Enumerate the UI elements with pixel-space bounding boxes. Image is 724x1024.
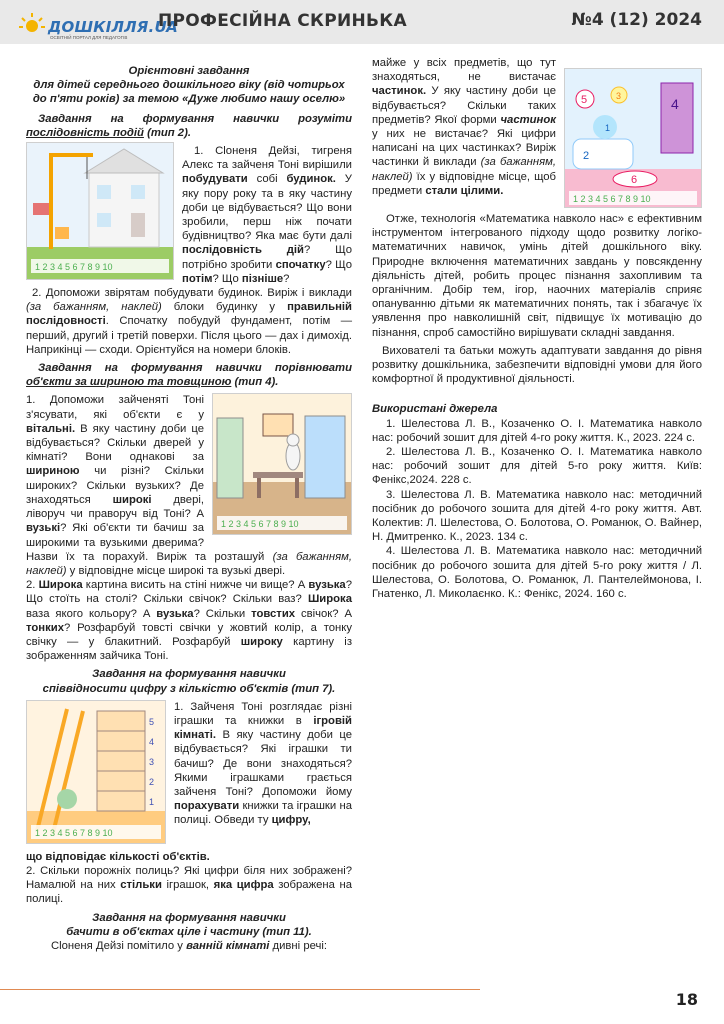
logo-text: ДОШКІЛЛЯ.UA [48, 18, 178, 36]
conclusion-paragraph2: Вихователі та батьки можуть адаптувати завдання до рівня розвитку дошкільника, забезпечити відповідні умови для його комфортної й продуктивної діяльності. [372, 344, 702, 386]
part-digit: 1 [605, 123, 611, 133]
right-column [372, 57, 702, 601]
living-room-image [213, 394, 351, 534]
task2-paragraph1: 1. Допоможи зайченяті Тоні з'ясувати, які об'єкти є у вітальні. В яку частину доби це відбувається? Скільки дверей у кімнаті? Вони однакові за шириною чи різні? Скільки широких? Скільки вузьких? Де знаходяться широкі двері, ліворуч чи праворуч від Тоні? А вузькі? Які об'єкти ти бачиш за широкими та вузькими дверима? Назви їх та порахуй. Виріж та розташуй (за бажанням, наклей) у відповідне місце широкі та вузькі двері. [26, 394, 352, 577]
part-digit: 5 [581, 94, 588, 106]
task3-paragraph2: 2. Скільки порожніх полиць? Які цифри біля них зображені? Намалюй на них стільки іграшок, яка цифра зображена на полиці. [26, 864, 352, 906]
shelf-digit: 5 [149, 716, 155, 727]
number-strip: 1 2 3 4 5 6 7 8 9 10 [35, 262, 113, 273]
bathroom-illustration [564, 68, 702, 208]
number-strip: 1 2 3 4 5 6 7 8 9 10 [221, 519, 299, 530]
site-logo[interactable] [14, 4, 178, 40]
house-construction-illustration [26, 142, 174, 280]
task3-paragraph1: 1. Зайченя Тоні розглядає різні іграшки та книжки в ігровій кімнаті. В яку частину доби це відбувається? Які іграшки ти бачиш? Де вони знаходяться? Якими іграшками грається зайченя Тоні? Допоможи йому порахувати книжки та іграшки на полиці. Обведи ту цифру, [174, 700, 352, 827]
task2-paragraph2: 2. Широка картина висить на стіні нижче чи вище? А вузька? Що стоїть на столі? Скільки свічок? Скільки ваз? Широка ваза якого кольору? А вузька? Скільки товстих свічок? А тонких? Розфарбуй товсті свічки у жовтий колір, а тонку свічку — у блакитний. Розфарбуй широку картину із зображенням зайчика Тоні. [26, 579, 352, 663]
task-heading-sequence: Завдання на формування навички розуміти послідовність подій (тип 2). [26, 112, 352, 139]
number-strip: 1 2 3 4 5 6 7 8 9 10 [35, 827, 113, 838]
source-item: 2. Шелестова Л. В., Козаченко О. І. Математика навколо нас: робочий зошит для дітей 5-го року життя. Київ: Фенікс,2024. 228 с. [372, 446, 702, 487]
sources-heading: Використані джерела [372, 403, 498, 416]
bathroom-image [565, 69, 701, 207]
source-item: 3. Шелестова Л. В. Математика навколо нас: методичний посібник до робочого зошита для дітей 4-го року життя. Авт. Колектив: Л. Шелестова, О. Болотова, О. Романюк, О. Вайнер, Н. Дмитренко. К., 2023. 134 с. [372, 488, 702, 544]
shelf-digit: 2 [149, 776, 155, 787]
intro-heading: Орієнтовні завдання для дітей середнього дошкільного віку (від чотирьох до п'яти років) за темою «Дуже любимо нашу оселю» [32, 65, 346, 106]
source-item: 1. Шелестова Л. В., Козаченко О. І. Математика навколо нас: робочий зошит для дітей 4-го року життя. К., 2023. 224 с. [372, 417, 702, 444]
task3-paragraph1-end: що відповідає кількості об'єктів. [26, 850, 210, 863]
part-digit: 2 [583, 150, 590, 162]
playroom-illustration [26, 700, 166, 844]
part-digit: 3 [616, 91, 622, 101]
task-heading-numbers: Завдання на формування навички співвідносити цифру з кількістю об'єктів (тип 7). [42, 668, 336, 695]
task4-paragraph1: Сloнeня Дейзі помітило у ванній кімнаті дивні речі: [50, 939, 328, 952]
part-digit: 6 [631, 174, 638, 186]
playroom-image [27, 701, 165, 843]
part-digit: 4 [671, 96, 679, 112]
section-title: ПРОФЕСІЙНА СКРИНЬКА [158, 11, 407, 31]
task4-paragraph1-cont: майже у всіх предметів, що тут знаходяться, не вистачає частинок. У яку частину доби це відбувається? Скільки таких предметів? Якої форми частинок у них не вистачає? Які цифри написані на цих частинках? Виріж частинки й виклади (за бажанням, наклей) їх у відповідне місце, щоб предмети стали цілими. [372, 57, 556, 197]
logo-subtitle: ОСВІТНІЙ ПОРТАЛ ДЛЯ ПЕДАГОГІВ [50, 35, 128, 40]
task1-paragraph2: 2. Допоможи звірятам побудувати будинок. Виріж і виклади (за бажанням, наклей) блоки будинку у правильній послідовності. Спочатку побудуй фундамент, потім — перший, другий і третій поверхи. Після цього — дах і димохід. Наприкінці — сходи. Орієнтуйся на номери блоків. [26, 287, 352, 356]
left-column [26, 64, 352, 953]
page-number: 18 [675, 990, 698, 1009]
footer-divider [0, 989, 480, 990]
page-header [0, 0, 724, 44]
source-item: 4. Шелестова Л. В. Математика навколо нас: методичний посібник до робочого зошита для дітей 5-го року життя / Л. Шелестова, О. Болотова, О. Романюк, Л. Пантелеймонова, І. Гнатенко, Л. Миколаєнко. К.: Фенікс, 2024. 160 с. [372, 545, 702, 601]
shelf-digit: 1 [149, 796, 155, 807]
number-strip: 1 2 3 4 5 6 7 8 9 10 [573, 194, 651, 204]
shelf-digit: 3 [149, 756, 155, 767]
task1-paragraph1: 1. Сloнeня Дейзі, тигреня Алекс та зайченя Тоні вирішили побудувати собі будинок. У яку пору року та в яку частину доби це відбувається? Що вони зробили, перш ніж почати будівництво? Яка має бути далі послідовність дій? Що потрібно зробити спочатку? Що потім? Що пізніше? [182, 145, 353, 285]
sun-logo-icon [18, 10, 46, 38]
task-heading-width: Завдання на формування навички порівнювати об'єкти за шириною та товщиною (тип 4). [26, 362, 352, 389]
task-heading-whole-part: Завдання на формування навички бачити в об'єктах ціле і частину (тип 11). [66, 911, 312, 938]
house-construction-image [27, 143, 173, 279]
living-room-illustration [212, 393, 352, 535]
conclusion-paragraph1: Отже, технологія «Математика навколо нас» є ефективним інструментом інтегрованого підходу щодо розвитку логіко-математичних навичок, умінь дітей дошкільного віку. Природне включення математичних завдань у повсякденну діяльність дітей, робить процес пізнання захопливим та органічним. Добір тем, ігор, наочних матеріалів сприяє опануванню дітьми як математичних понять, так і збагачує їх уявлення про навколишній світ, підвищує їх мотивацію до пізнання, спроб самостійно вирішувати складні завдання. [372, 213, 702, 339]
issue-number: №4 (12) 2024 [571, 10, 702, 30]
shelf-digit: 4 [149, 736, 155, 747]
